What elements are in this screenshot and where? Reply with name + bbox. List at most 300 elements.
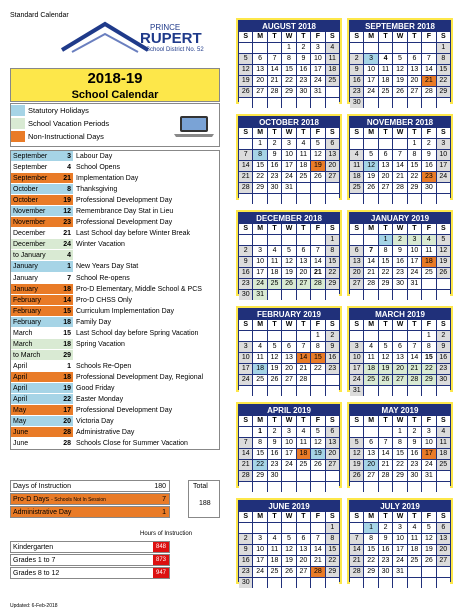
legend-swatch: [11, 105, 25, 116]
day-cell: 30: [239, 578, 252, 588]
day-cell: 24: [437, 172, 450, 182]
empty-cell: [282, 386, 295, 396]
day-cell: 11: [408, 534, 421, 544]
event-row: [11, 438, 219, 449]
day-cell: 25: [268, 567, 281, 577]
legend-non-instructional: Non-Instructional Days: [11, 131, 221, 142]
event-row: [11, 217, 219, 228]
event-text: Professional Development Day: [73, 195, 219, 205]
day-cell: 28: [364, 279, 377, 289]
day-cell: 27: [364, 471, 377, 481]
day-cell: 25: [297, 172, 310, 182]
day-cell: 28: [268, 87, 281, 97]
day-cell: 19: [422, 545, 435, 555]
month-title: APRIL 2019: [267, 406, 311, 415]
day-cell: 30: [422, 183, 435, 193]
month-calendar: [347, 402, 453, 488]
weekday-header: S: [239, 224, 252, 234]
empty-cell: [393, 139, 406, 149]
day-cell: 3: [311, 43, 324, 53]
empty-cell: [408, 331, 421, 341]
empty-cell: [379, 331, 392, 341]
empty-cell: [364, 98, 377, 108]
day-cell: 17: [253, 556, 266, 566]
weekday-header: F: [311, 320, 324, 330]
day-cell: 29: [282, 87, 295, 97]
event-row: [11, 261, 219, 272]
empty-cell: [364, 235, 377, 245]
day-cell: 4: [326, 43, 339, 53]
weekday-header: T: [408, 32, 421, 42]
weekday-header: T: [268, 32, 281, 42]
day-cell: 14: [297, 353, 310, 363]
day-cell: 26: [437, 268, 450, 278]
empty-cell: [268, 43, 281, 53]
day-cell: 27: [379, 183, 392, 193]
day-cell: 20: [326, 449, 339, 459]
event-row: [11, 184, 219, 195]
day-cell: 28: [422, 87, 435, 97]
empty-cell: [239, 331, 252, 341]
empty-cell: [253, 98, 266, 108]
event-text: [73, 250, 219, 260]
empty-cell: [239, 523, 252, 533]
day-cell: 11: [268, 545, 281, 555]
calendar-subtitle: School Calendar: [71, 89, 159, 101]
month-title: MARCH 2019: [375, 310, 425, 319]
day-cell: 20: [297, 556, 310, 566]
day-cell: 27: [350, 279, 363, 289]
day-cell: 1: [311, 331, 324, 341]
day-cell: 21: [408, 364, 421, 374]
day-cell: 2: [350, 54, 363, 64]
day-cell: 13: [364, 449, 377, 459]
day-cell: 3: [253, 534, 266, 544]
empty-cell: [364, 482, 377, 492]
event-text: [73, 350, 219, 360]
day-cell: 25: [379, 87, 392, 97]
day-cell: 13: [393, 353, 406, 363]
day-cell: 5: [350, 438, 363, 448]
day-cell: 5: [268, 342, 281, 352]
day-cell: 18: [268, 268, 281, 278]
day-cell: 14: [422, 65, 435, 75]
day-cell: 14: [311, 545, 324, 555]
month-title: JANUARY 2019: [370, 214, 430, 223]
empty-cell: [297, 578, 310, 588]
day-cell: 8: [326, 246, 339, 256]
day-cell: 20: [364, 460, 377, 470]
day-cell: 17: [437, 161, 450, 171]
day-cell: 9: [268, 438, 281, 448]
day-cell: 3: [253, 246, 266, 256]
empty-cell: [326, 482, 339, 492]
day-cell: 15: [408, 161, 421, 171]
event-day: 15: [57, 306, 73, 316]
day-cell: 14: [311, 257, 324, 267]
weekday-header: S: [326, 224, 339, 234]
weekday-header: S: [350, 320, 363, 330]
event-month: April: [11, 383, 57, 393]
day-cell: 2: [437, 331, 450, 341]
empty-cell: [422, 43, 435, 53]
empty-cell: [437, 279, 450, 289]
empty-cell: [437, 194, 450, 204]
weekday-header: M: [364, 416, 377, 426]
empty-cell: [350, 482, 363, 492]
event-text: Schools Re-Open: [73, 361, 219, 371]
day-cell: 6: [326, 139, 339, 149]
total-label: Total: [193, 483, 208, 490]
day-cell: 2: [326, 331, 339, 341]
day-cell: 16: [408, 449, 421, 459]
event-text: Implementation Day: [73, 173, 219, 183]
empty-cell: [253, 235, 266, 245]
day-cell: 6: [282, 342, 295, 352]
day-cell: 16: [379, 545, 392, 555]
empty-cell: [408, 578, 421, 588]
empty-cell: [268, 235, 281, 245]
weekday-header: W: [282, 32, 295, 42]
day-cell: 25: [297, 460, 310, 470]
empty-cell: [350, 578, 363, 588]
day-cell: 8: [326, 534, 339, 544]
event-day: 20: [57, 416, 73, 426]
empty-cell: [364, 386, 377, 396]
day-cell: 8: [422, 342, 435, 352]
empty-cell: [350, 43, 363, 53]
empty-cell: [326, 183, 339, 193]
day-cell: 21: [268, 76, 281, 86]
day-cell: 7: [393, 150, 406, 160]
day-cell: 31: [408, 279, 421, 289]
day-cell: 16: [437, 353, 450, 363]
day-cell: 30: [393, 279, 406, 289]
day-cell: 18: [268, 556, 281, 566]
weekday-header: F: [311, 512, 324, 522]
weekday-header: S: [437, 32, 450, 42]
event-text: Professional Development Day: [73, 217, 219, 227]
day-cell: 12: [311, 438, 324, 448]
day-cell: 5: [311, 427, 324, 437]
weekday-header: F: [422, 128, 435, 138]
event-text: Victoria Day: [73, 416, 219, 426]
month-calendar: [236, 18, 342, 104]
day-cell: 1: [253, 427, 266, 437]
day-cell: 8: [364, 534, 377, 544]
day-cell: 10: [437, 150, 450, 160]
event-row: [11, 361, 219, 372]
day-cell: 15: [253, 161, 266, 171]
day-cell: 12: [282, 545, 295, 555]
day-cell: 22: [253, 460, 266, 470]
day-cell: 22: [282, 76, 295, 86]
day-cell: 20: [297, 268, 310, 278]
day-cell: 14: [379, 449, 392, 459]
event-row: [11, 372, 219, 383]
weekday-header: M: [364, 128, 377, 138]
event-row: [11, 394, 219, 405]
day-cell: 2: [239, 246, 252, 256]
event-month: May: [11, 416, 57, 426]
event-month: September: [11, 162, 57, 172]
empty-cell: [268, 482, 281, 492]
weekday-header: S: [437, 128, 450, 138]
empty-cell: [326, 386, 339, 396]
empty-cell: [437, 98, 450, 108]
weekday-header: M: [364, 32, 377, 42]
day-cell: 14: [239, 449, 252, 459]
day-cell: 26: [379, 375, 392, 385]
empty-cell: [364, 578, 377, 588]
event-month: April: [11, 372, 57, 382]
day-cell: 19: [364, 172, 377, 182]
event-month: December: [11, 228, 57, 238]
day-cell: 20: [393, 364, 406, 374]
weekday-header: F: [422, 224, 435, 234]
event-row: [11, 350, 219, 361]
event-day: 14: [57, 295, 73, 305]
day-cell: 29: [408, 183, 421, 193]
event-month: September: [11, 151, 57, 161]
weekday-header: S: [437, 320, 450, 330]
day-cell: 18: [350, 172, 363, 182]
event-day: 1: [57, 261, 73, 271]
weekday-header: W: [282, 224, 295, 234]
day-cell: 24: [364, 87, 377, 97]
day-cell: 7: [239, 150, 252, 160]
day-cell: 1: [253, 139, 266, 149]
event-text: Labour Day: [73, 151, 219, 161]
weekday-header: W: [393, 224, 406, 234]
day-cell: 26: [422, 556, 435, 566]
weekday-header: T: [379, 224, 392, 234]
day-cell: 20: [379, 172, 392, 182]
day-cell: 9: [393, 246, 406, 256]
event-day: 28: [57, 427, 73, 437]
day-cell: 4: [437, 427, 450, 437]
day-cell: 22: [326, 268, 339, 278]
day-cell: 22: [437, 76, 450, 86]
day-cell: 13: [437, 534, 450, 544]
day-cell: 21: [422, 76, 435, 86]
day-cell: 16: [297, 65, 310, 75]
day-cell: 5: [364, 150, 377, 160]
laptop-icon: [172, 114, 216, 138]
day-cell: 11: [422, 246, 435, 256]
event-text: Spring Vacation: [73, 339, 219, 349]
event-row: [11, 416, 219, 427]
event-row: [11, 195, 219, 206]
empty-cell: [422, 482, 435, 492]
month-title: JUNE 2019: [268, 502, 310, 511]
day-cell: 3: [408, 235, 421, 245]
day-cell: 19: [311, 449, 324, 459]
roof-icon: [60, 20, 150, 60]
day-cell: 19: [239, 76, 252, 86]
day-cell: 12: [437, 246, 450, 256]
event-row: [11, 284, 219, 295]
day-cell: 23: [268, 460, 281, 470]
event-month: January: [11, 284, 57, 294]
weekday-header: S: [239, 416, 252, 426]
weekday-header: S: [326, 128, 339, 138]
empty-cell: [408, 567, 421, 577]
day-cell: 5: [239, 54, 252, 64]
weekday-header: T: [268, 320, 281, 330]
event-text: Winter Vacation: [73, 239, 219, 249]
page-header: Standard Calendar: [10, 12, 69, 19]
event-text: Easter Monday: [73, 394, 219, 404]
day-cell: 21: [297, 364, 310, 374]
empty-cell: [379, 194, 392, 204]
weekday-header: T: [408, 128, 421, 138]
event-row: [11, 427, 219, 438]
day-cell: 6: [326, 427, 339, 437]
event-day: 19: [57, 195, 73, 205]
day-cell: 21: [311, 556, 324, 566]
day-cell: 9: [379, 534, 392, 544]
empty-cell: [311, 183, 324, 193]
day-cell: 30: [268, 471, 281, 481]
empty-cell: [239, 194, 252, 204]
day-cell: 3: [364, 54, 377, 64]
day-cell: 6: [364, 438, 377, 448]
day-cell: 13: [297, 257, 310, 267]
day-cell: 26: [364, 183, 377, 193]
day-cell: 16: [326, 353, 339, 363]
event-row: [11, 383, 219, 394]
day-cell: 30: [350, 98, 363, 108]
event-row: [11, 162, 219, 173]
day-cell: 13: [297, 545, 310, 555]
weekday-header: S: [239, 512, 252, 522]
event-row: [11, 206, 219, 217]
empty-cell: [422, 386, 435, 396]
event-day: 17: [57, 405, 73, 415]
empty-cell: [253, 43, 266, 53]
month-title: SEPTEMBER 2018: [365, 22, 435, 31]
day-cell: 8: [379, 246, 392, 256]
day-cell: 6: [393, 342, 406, 352]
weekday-header: T: [297, 416, 310, 426]
day-cell: 12: [282, 257, 295, 267]
empty-cell: [393, 43, 406, 53]
empty-cell: [364, 331, 377, 341]
day-cell: 31: [282, 183, 295, 193]
day-cell: 3: [350, 342, 363, 352]
day-cell: 3: [239, 342, 252, 352]
instruction-days-row: Days of Instruction 180: [10, 480, 170, 492]
weekday-header: F: [422, 416, 435, 426]
empty-cell: [379, 98, 392, 108]
day-cell: 19: [350, 460, 363, 470]
empty-cell: [297, 98, 310, 108]
empty-cell: [239, 139, 252, 149]
day-cell: 28: [311, 279, 324, 289]
day-cell: 12: [350, 449, 363, 459]
weekday-header: F: [311, 416, 324, 426]
empty-cell: [297, 331, 310, 341]
weekday-header: S: [326, 320, 339, 330]
day-cell: 10: [393, 534, 406, 544]
day-cell: 9: [239, 257, 252, 267]
empty-cell: [350, 290, 363, 300]
month-title: FEBRUARY 2019: [256, 310, 322, 319]
day-cell: 27: [297, 279, 310, 289]
day-cell: 16: [239, 556, 252, 566]
day-cell: 17: [239, 364, 252, 374]
weekday-header: F: [311, 128, 324, 138]
day-cell: 10: [253, 545, 266, 555]
day-cell: 6: [350, 246, 363, 256]
day-cell: 24: [350, 375, 363, 385]
empty-cell: [350, 194, 363, 204]
event-month: June: [11, 427, 57, 437]
day-cell: 12: [239, 65, 252, 75]
weekday-header: T: [379, 416, 392, 426]
day-cell: 30: [297, 87, 310, 97]
weekday-header: W: [393, 32, 406, 42]
event-month: September: [11, 173, 57, 183]
month-title: JULY 2019: [380, 502, 420, 511]
event-month: March: [11, 339, 57, 349]
weekday-header: W: [393, 512, 406, 522]
day-cell: 24: [311, 76, 324, 86]
day-cell: 7: [364, 246, 377, 256]
day-cell: 22: [326, 556, 339, 566]
event-row: [11, 317, 219, 328]
day-cell: 25: [408, 556, 421, 566]
prod-days-row: Pro-D Days - Schools Not In Session 7: [10, 493, 170, 505]
day-cell: 26: [239, 87, 252, 97]
day-cell: 24: [282, 460, 295, 470]
day-cell: 13: [379, 161, 392, 171]
day-cell: 13: [253, 65, 266, 75]
day-cell: 6: [379, 150, 392, 160]
day-cell: 22: [311, 364, 324, 374]
empty-cell: [393, 98, 406, 108]
month-calendar: [236, 498, 342, 584]
month-title: AUGUST 2018: [262, 22, 316, 31]
empty-cell: [379, 578, 392, 588]
day-cell: 11: [437, 438, 450, 448]
month-title: MAY 2019: [381, 406, 419, 415]
day-cell: 21: [379, 460, 392, 470]
weekday-header: T: [379, 128, 392, 138]
weekday-header: S: [437, 512, 450, 522]
event-text: Pro-D Elementary, Middle School & PCS: [73, 284, 219, 294]
empty-cell: [282, 482, 295, 492]
weekday-header: T: [379, 320, 392, 330]
day-cell: 14: [350, 545, 363, 555]
updated-note: Updated: 6-Feb-2018: [10, 603, 58, 609]
empty-cell: [311, 194, 324, 204]
empty-cell: [297, 183, 310, 193]
event-day: 4: [57, 250, 73, 260]
weekday-header: F: [422, 320, 435, 330]
event-month: November: [11, 217, 57, 227]
weekday-header: W: [282, 128, 295, 138]
weekday-header: T: [297, 512, 310, 522]
day-cell: 10: [282, 438, 295, 448]
empty-cell: [326, 471, 339, 481]
weekday-header: T: [408, 320, 421, 330]
day-cell: 30: [379, 567, 392, 577]
day-cell: 19: [311, 161, 324, 171]
event-text: Curriculum Implementation Day: [73, 306, 219, 316]
day-cell: 18: [379, 76, 392, 86]
